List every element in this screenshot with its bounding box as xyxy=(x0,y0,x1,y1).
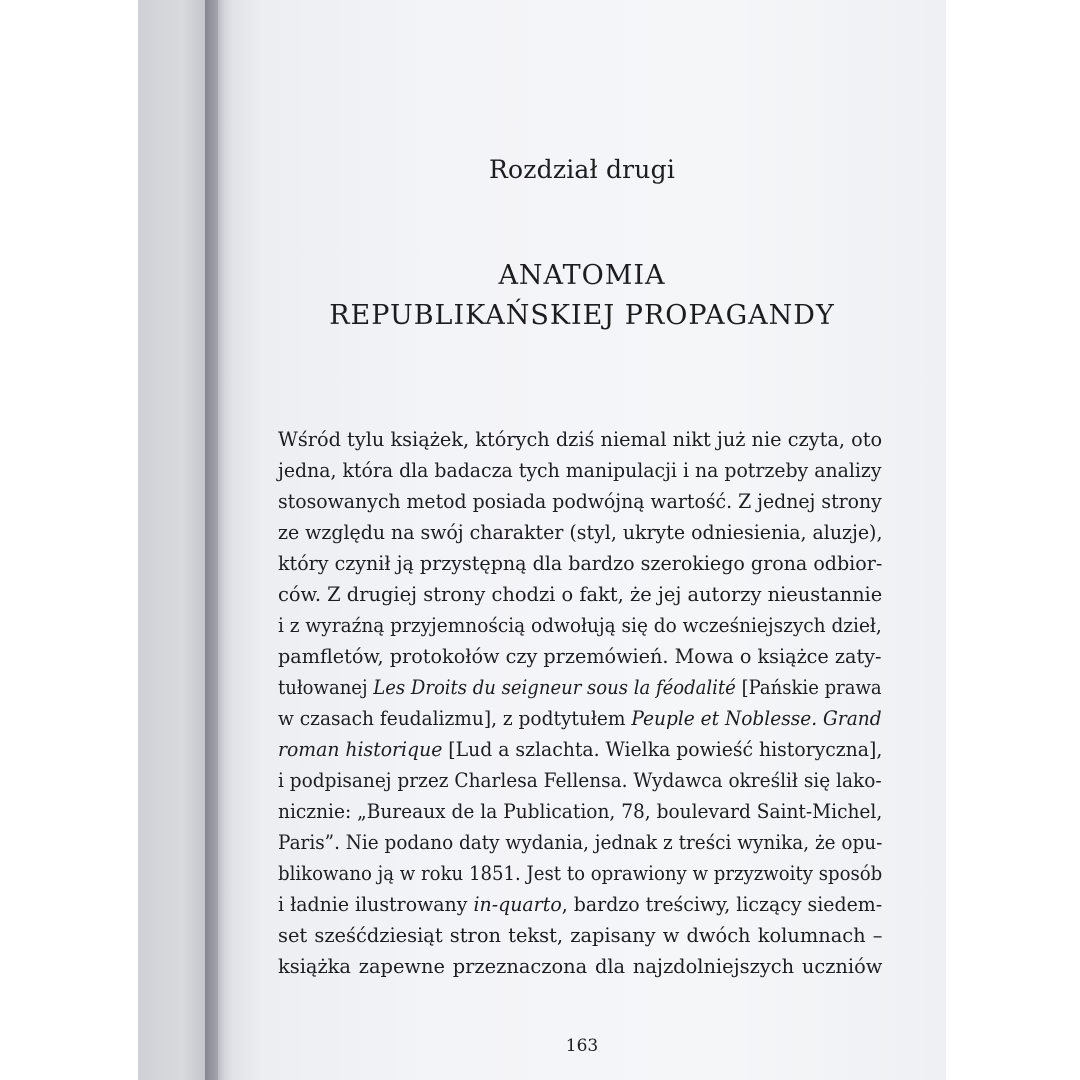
chapter-title xyxy=(218,256,946,336)
background-right xyxy=(946,0,1080,1080)
body-paragraph xyxy=(278,424,882,982)
body-line: Wśród tylu książek, których dziś niemal nikt już nie czyta, oto xyxy=(278,428,883,451)
body-line xyxy=(278,703,882,734)
chapter-title-line-2: REPUBLIKAŃSKIEJ PROPAGANDY xyxy=(329,300,835,331)
body-line: ze względu na swój charakter (styl, ukryte odniesienia, aluzje), xyxy=(278,521,883,544)
body-text-run: i ładnie ilustrowany xyxy=(278,893,474,916)
body-line: Paris”. Nie podano daty wydania, jednak z treści wynika, że opu- xyxy=(278,831,883,854)
page-number: 163 xyxy=(565,1036,599,1056)
body-line xyxy=(278,734,883,765)
body-line xyxy=(278,672,882,703)
italic-title: roman historique xyxy=(278,738,443,761)
chapter-label: Rozdział drugi xyxy=(488,155,676,184)
body-text-run: , bardzo treściwy, liczący siedem- xyxy=(561,893,883,916)
chapter-title-line-1: ANATOMIA xyxy=(498,260,666,291)
body-line: i podpisanej przez Charlesa Fellensa. Wydawca określił się lako- xyxy=(278,769,882,792)
body-text-run: [Pańskie prawa xyxy=(735,676,882,699)
body-line: blikowano ją w roku 1851. Jest to oprawiony w przyzwoity sposób xyxy=(278,862,883,885)
italic-title: Les Droits du seigneur sous la féodalité xyxy=(373,676,736,699)
body-text-run: [Lud a szlachta. Wielka powieść historyczna], xyxy=(442,738,883,761)
body-line: set sześćdziesiąt stron tekst, zapisany w dwóch kolumnach – xyxy=(278,924,883,947)
body-line: który czynił ją przystępną dla bardzo szerokiego grona odbior- xyxy=(278,552,883,575)
background-left xyxy=(0,0,138,1080)
body-text-run: tułowanej xyxy=(278,676,374,699)
body-line: stosowanych metod posiada podwójną wartość. Z jednej strony xyxy=(278,490,882,513)
italic-title: Peuple et Noblesse. Grand xyxy=(631,707,882,730)
body-line: ców. Z drugiej strony chodzi o fakt, że jej autorzy nieustannie xyxy=(278,583,883,606)
body-line: książka zapewne przeznaczona dla najzdolniejszych uczniów xyxy=(278,955,883,978)
body-text-run: w czasach feudalizmu], z podtytułem xyxy=(278,707,632,730)
body-line: jedna, która dla badacza tych manipulacji i na potrzeby analizy xyxy=(278,459,882,482)
body-line xyxy=(278,889,883,920)
body-line: nicznie: „Bureaux de la Publication, 78, boulevard Saint-Michel, xyxy=(278,800,883,823)
body-line: pamfletów, protokołów czy przemówień. Mowa o książce zaty- xyxy=(278,645,882,668)
italic-title: in-quarto xyxy=(473,893,562,916)
body-line: i z wyraźną przyjemnością odwołują się do wcześniejszych dzieł, xyxy=(278,614,882,637)
